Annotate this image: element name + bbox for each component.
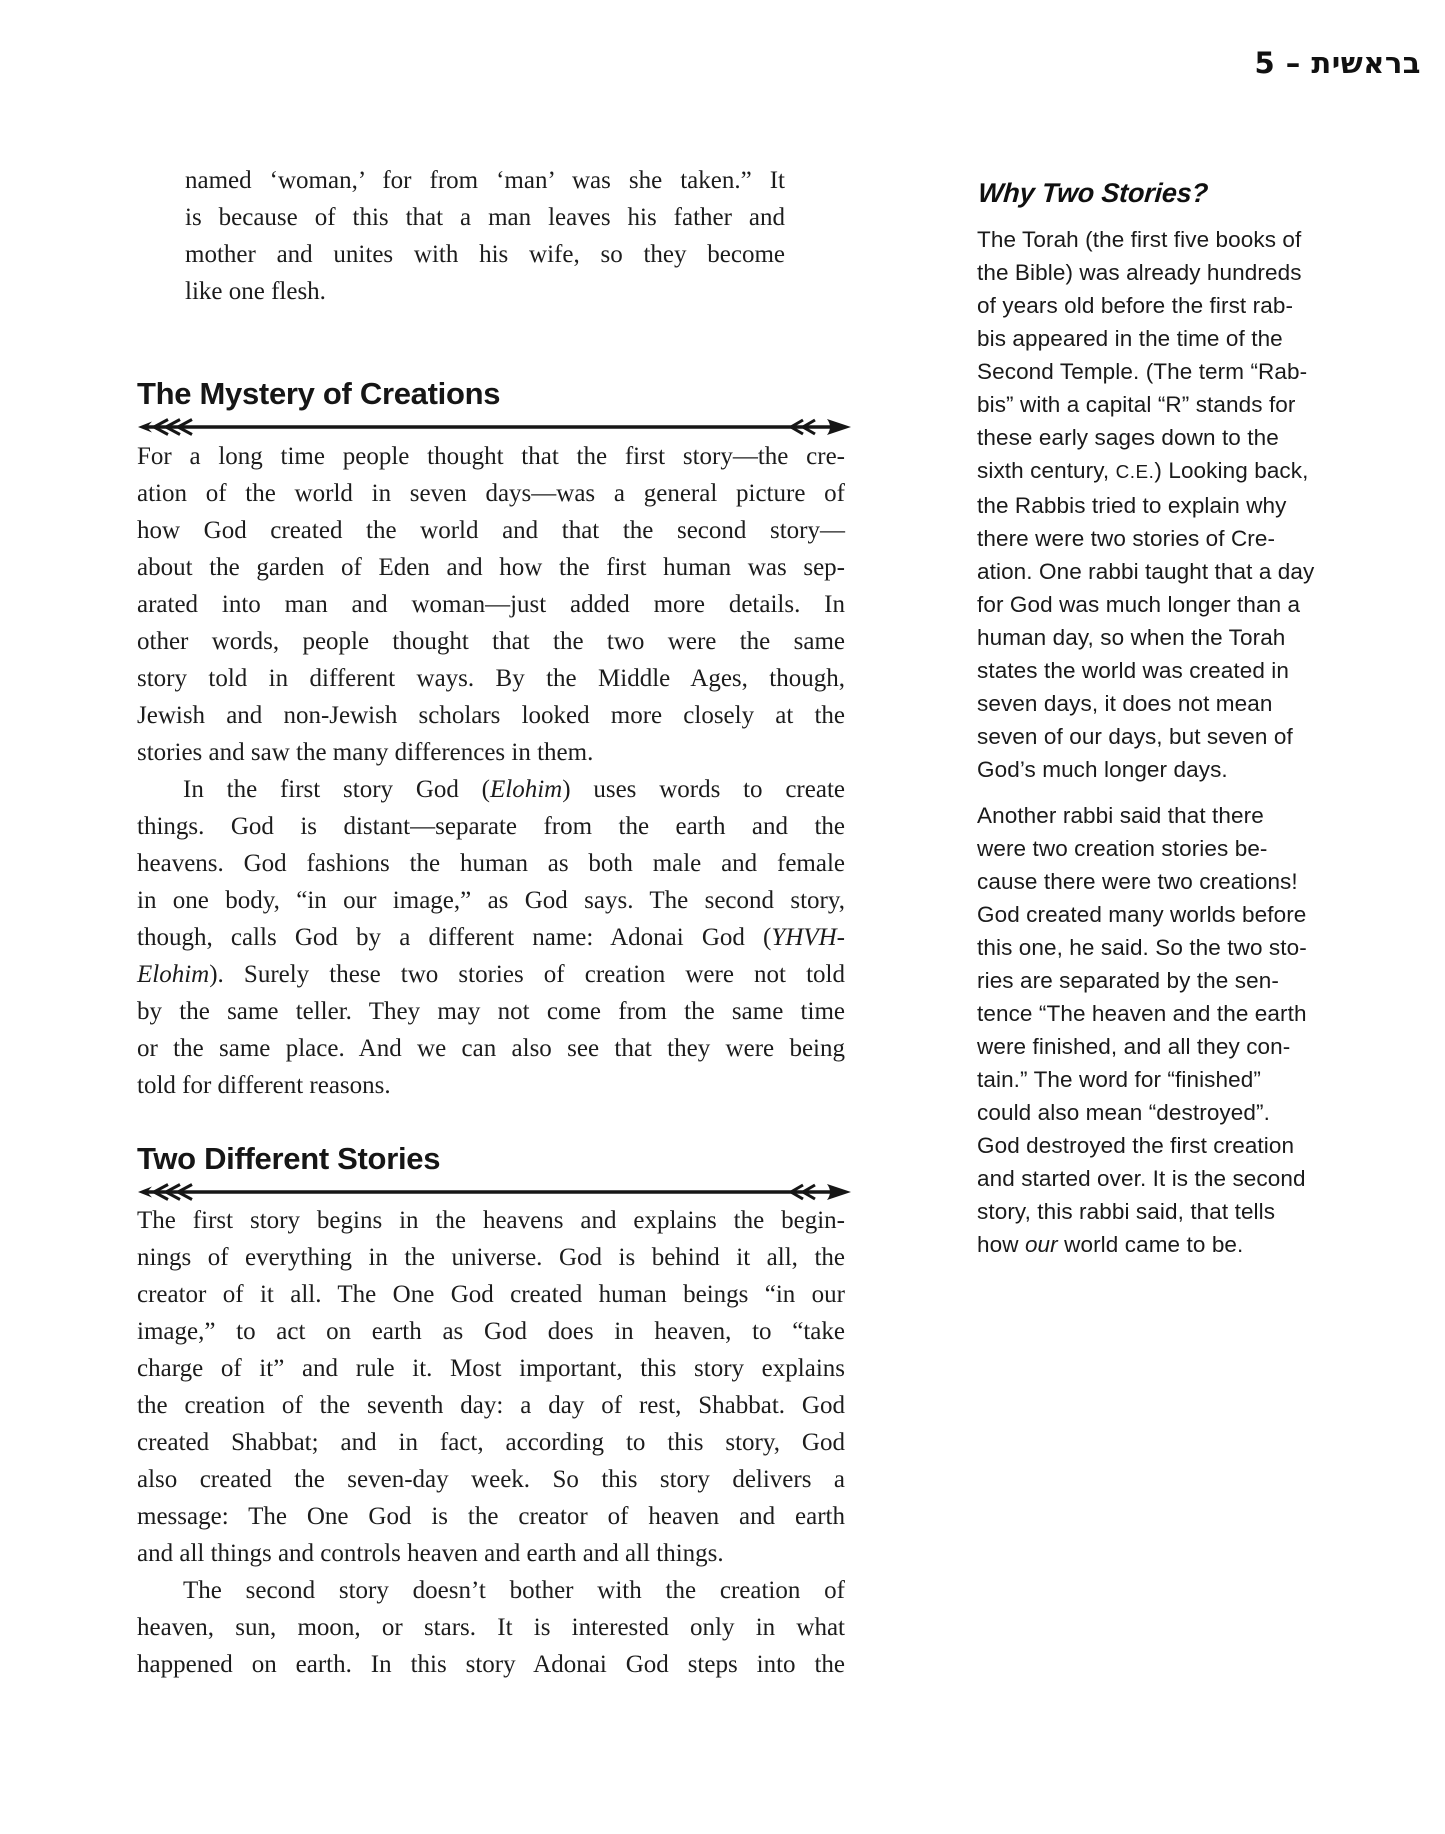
sidebar-title: Why Two Stories? — [977, 178, 1209, 208]
paragraph — [137, 1202, 845, 1572]
paragraph-last-line: and all things and controls heaven and earth and all things. — [137, 1540, 724, 1567]
section-heading-two-stories — [137, 1141, 857, 1204]
paragraph-lines: The first story begins in the heavens and explains the begin- nings of everything in the universe. God is behind it all, the creator of it all. The One God created human beings “in our image,” to act on earth as God does in heaven, to “take charge of it” and rule it. Most important, this story explains the creation of the seventh day: a day of rest, Shabbat. God created Shabbat; and in fact, according to this story, God also created the seven-day week. So this story delivers a message: The One God is the creator of heaven and earth — [137, 1207, 845, 1530]
section-heading-mystery — [137, 376, 857, 439]
paragraph-last-line: stories and saw the many differences in them. — [137, 739, 594, 766]
sidebar-paragraph: Another rabbi said that there were two creation stories be- cause there were two creations! God created many worlds before this one, he said. So the two sto- ries are separated by the sen- tence “The heaven and the earth were finished, and all they con- tain.” The word for “finished” could also mean “destroyed”. God destroyed the first creation and started over. It is the second story, this rabbi said, that tells how our world came to be. — [977, 803, 1307, 1257]
arrow-rule — [137, 415, 853, 439]
arrow-rule — [137, 1180, 853, 1204]
section-two-stories-body — [137, 1202, 845, 1683]
paragraph-lines: The second story doesn’t bother with the creation of heaven, sun, moon, or stars. It is interested only in what happened on earth. In this story Adonai God steps into the — [137, 1577, 845, 1678]
paragraph — [137, 771, 845, 1104]
section-title: The Mystery of Creations — [137, 376, 501, 411]
paragraph — [137, 438, 845, 771]
paragraph-lines: For a long time people thought that the first story—the cre- ation of the world in seven days—was a general picture of how God created the world and that the second story— about the garden of Eden and how the first human was sep- arated into man and woman—just added more details. In other words, people thought that the two were the same story told in different ways. By the Middle Ages, though, Jewish and non-Jewish scholars looked more closely at the — [137, 443, 845, 729]
paragraph-lines: In the first story God (Elohim) uses words to create things. God is distant—separate from the earth and the heavens. God fashions the human as both male and female in one body, “in our image,” as God says. The second story, though, calls God by a different name: Adonai God (YHVH- Elohim). Surely these two stories of creation were not told by the same teller. They may not come from the same time or the same place. And we can also see that they were being — [137, 776, 845, 1062]
page-header-hebrew: בראשית – 5 — [1254, 46, 1421, 80]
sidebar-paragraph: The Torah (the first five books of the Bible) was already hundreds of years old before the first rab- bis appeared in the time of the Second Temple. (The term “Rab- bis” with a capital “R” stands for these early sages down to the sixth century, C.E.) Looking back, the Rabbis tried to explain why there were two stories of Cre- ation. One rabbi taught that a day for God was much longer than a human day, so when the Torah states the world was created in seven days, it does not mean seven of our days, but seven of God’s much longer days. — [977, 227, 1315, 782]
sidebar — [977, 178, 1367, 1261]
scripture-quote — [185, 162, 785, 310]
section-mystery-body — [137, 438, 845, 1104]
quote-last-line: like one flesh. — [185, 278, 326, 305]
section-title: Two Different Stories — [137, 1141, 441, 1176]
paragraph-last-line: told for different reasons. — [137, 1072, 391, 1099]
quote-lines: named ‘woman,’ for from ‘man’ was she taken.” It is because of this that a man leaves his father and mother and unites with his wife, so they become — [185, 167, 785, 268]
paragraph — [137, 1572, 845, 1683]
